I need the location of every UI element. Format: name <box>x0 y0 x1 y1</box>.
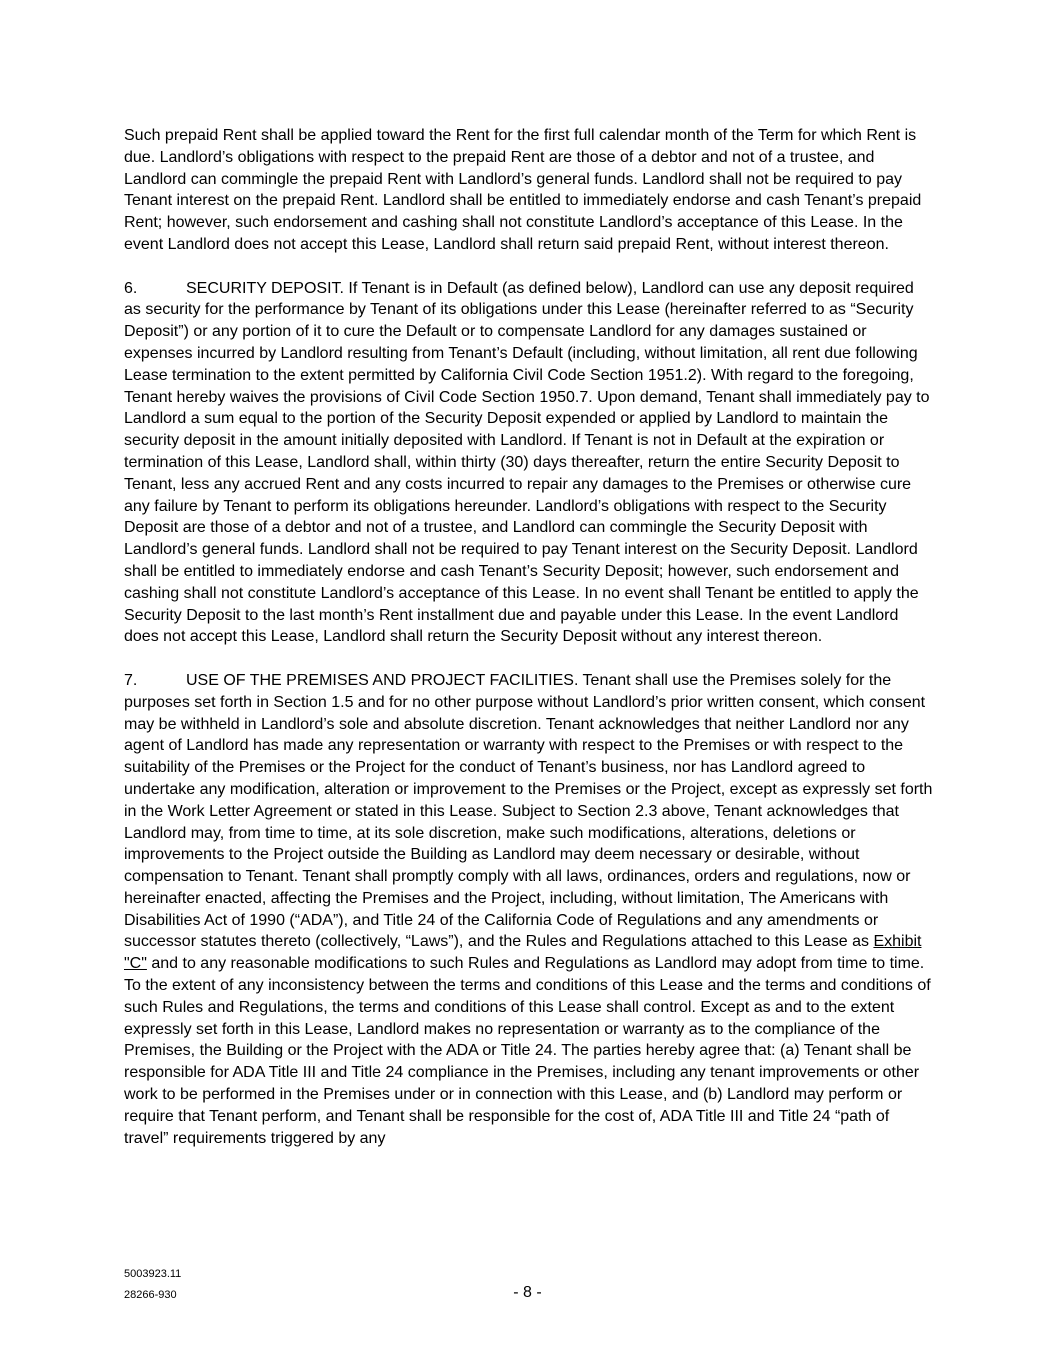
section-6-heading: SECURITY DEPOSIT. <box>186 279 344 297</box>
section-6-number: 6. <box>124 279 138 297</box>
page-number: - 8 - <box>513 1284 542 1301</box>
footer-matter-id: 28266-930 <box>124 1289 177 1301</box>
section-7-text-after: and to any reasonable modifications to such Rules and Regulations as Landlord may adopt from time to time. To the extent of any inconsistency between the terms and conditions of this Lease and the terms and conditions of such Rules and Regulations, the terms and conditions of this Lease shall control. Except as and to the extent expressly set forth in this Lease, Landlord makes no representation or warranty as to the compliance of the Premises, the Building or the Project with the ADA or Title 24. The parties hereby agree that: (a) Tenant shall be responsible for ADA Title III and Title 24 compliance in the Premises, including any tenant improvements or other work to be performed in the Premises under or in connection with this Lease, and (b) Landlord may perform or require that Tenant perform, and Tenant shall be responsible for the cost of, ADA Title III and Title 24 “path of travel” requirements triggered by any <box>124 955 931 1147</box>
section-7-paragraph <box>124 670 934 1150</box>
section-7-heading: USE OF THE PREMISES AND PROJECT FACILITIES. <box>186 671 579 689</box>
document-body <box>124 125 934 1171</box>
section-7-number: 7. <box>124 671 138 689</box>
prepaid-rent-paragraph: Such prepaid Rent shall be applied toward the Rent for the first full calendar month of the Term for which Rent is due. Landlord’s obligations with respect to the prepaid Rent are those of a debtor and not of a trustee, and Landlord can commingle the prepaid Rent with Landlord’s general funds. Landlord shall not be required to pay Tenant interest on the prepaid Rent. Landlord shall be entitled to immediately endorse and cash Tenant’s prepaid Rent; however, such endorsement and cashing shall not constitute Landlord’s acceptance of this Lease. In the event Landlord does not accept this Lease, Landlord shall return said prepaid Rent, without interest thereon. <box>124 127 922 253</box>
section-6-paragraph <box>124 278 934 649</box>
section-7-text-before: Tenant shall use the Premises solely for the purposes set forth in Section 1.5 and for no other purpose without Landlord’s prior written consent, which consent may be withheld in Landlord’s sole and absolute discretion. Tenant acknowledges that neither Landlord nor any agent of Landlord has made any representation or warranty with respect to the Premises or with respect to the suitability of the Premises or the Project for the conduct of Tenant’s business, nor has Landlord agreed to undertake any modification, alteration or improvement to the Premises or the Project, except as expressly set forth in the Work Letter Agreement or stated in this Lease. Subject to Section 2.3 above, Tenant acknowledges that Landlord may, from time to time, at its sole discretion, make such modifications, alterations, deletions or improvements to the Project outside the Building as Landlord may deem necessary or desirable, without compensation to Tenant. Tenant shall promptly comply with all laws, ordinances, orders and regulations, now or hereinafter enacted, affecting the Premises and the Project, including, without limitation, The Americans with Disabilities Act of 1990 (“ADA”), and Title 24 of the California Code of Regulations and any amendments or successor statutes thereto (collectively, “Laws”), and the Rules and Regulations attached to this Lease as <box>124 671 933 951</box>
footer-document-id: 5003923.11 <box>124 1268 182 1280</box>
exhibit-c-reference: Exhibit "C" <box>124 933 922 973</box>
section-6-text: If Tenant is in Default (as defined below), Landlord can use any deposit required as security for the performance by Tenant of its obligations under this Lease (hereinafter referred to as “Security Deposit”) or any portion of it to cure the Default or to compensate Landlord for any damages sustained or expenses incurred by Landlord resulting from Tenant’s Default (including, without limitation, all rent due following Lease termination to the extent permitted by California Civil Code Section 1951.2). With regard to the foregoing, Tenant hereby waives the provisions of Civil Code Section 1950.7. Upon demand, Tenant shall immediately pay to Landlord a sum equal to the portion of the Security Deposit expended or applied by Landlord to maintain the security deposit in the amount initially deposited with Landlord. If Tenant is not in Default at the expiration or termination of this Lease, Landlord shall, within thirty (30) days thereafter, return the entire Security Deposit to Tenant, less any accrued Rent and any costs incurred to repair any damages to the Premises or otherwise cure any failure by Tenant to perform its obligations hereunder. Landlord’s obligations with respect to the Security Deposit are those of a debtor and not of a trustee, and Landlord can commingle the Security Deposit with Landlord’s general funds. Landlord shall not be required to pay Tenant interest on the Security Deposit. Landlord shall be entitled to immediately endorse and cash Tenant’s Security Deposit; however, such endorsement and cashing shall not constitute Landlord’s acceptance of this Lease. In no event shall Tenant be entitled to apply the Security Deposit to the last month’s Rent installment due and payable under this Lease. In the event Landlord does not accept this Lease, Landlord shall return the Security Deposit without any interest thereon. <box>124 279 930 646</box>
